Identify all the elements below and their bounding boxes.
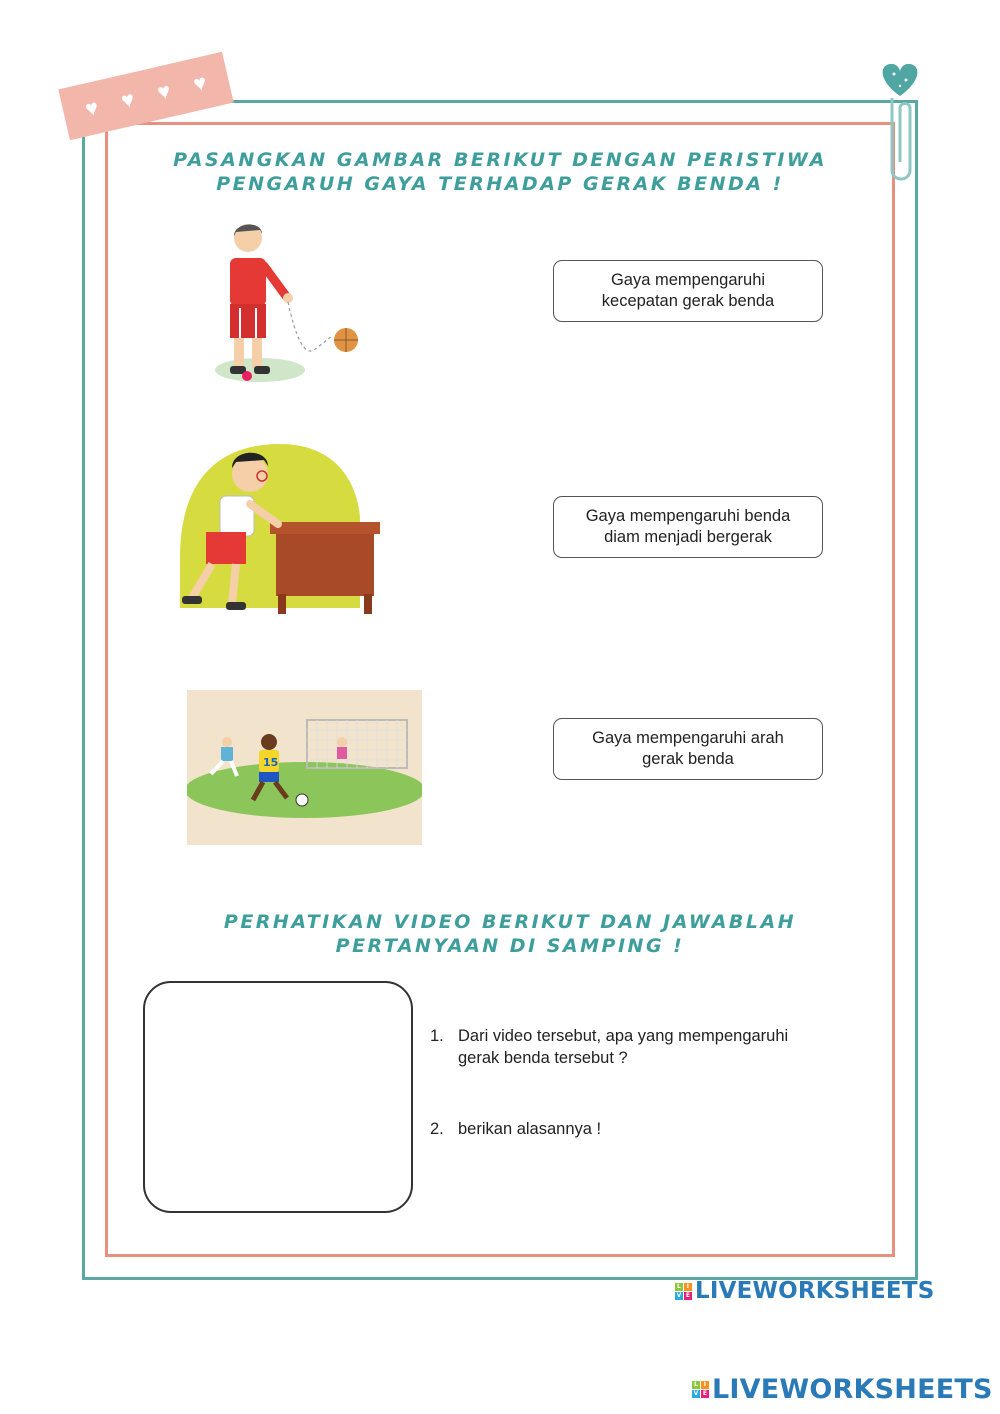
logo-text: LIVEWORKSHEETS <box>695 1278 935 1304</box>
heart-icon: ♥ <box>190 69 210 97</box>
boy-bouncing-ball-image <box>200 218 370 393</box>
football-match-image <box>187 690 422 845</box>
video-heading: PERHATIKAN VIDEO BERIKUT DAN JAWABLAH PERTANYAAN DI SAMPING ! <box>223 911 797 957</box>
question-text-line: berikan alasannya ! <box>458 1120 602 1138</box>
option-text-line: Gaya mempengaruhi benda <box>585 507 791 525</box>
option-box-still-to-moving[interactable] <box>553 496 823 558</box>
jersey-number: 15 <box>263 756 279 769</box>
option-text-line: Gaya mempengaruhi arah <box>592 729 784 747</box>
option-text-line: diam menjadi bergerak <box>604 528 772 546</box>
heart-icon: ♥ <box>118 86 138 114</box>
option-text-line: kecepatan gerak benda <box>601 292 775 310</box>
video-placeholder[interactable] <box>143 981 413 1213</box>
option-text-line: Gaya mempengaruhi <box>610 271 766 289</box>
question-number: 1. <box>430 1027 444 1045</box>
match-heading: PASANGKAN GAMBAR BERIKUT DENGAN PERISTIWA PENGARUH GAYA TERHADAP GERAK BENDA ! <box>173 149 827 195</box>
logo-text: LIVEWORKSHEETS <box>712 1374 993 1405</box>
question-number: 2. <box>430 1120 444 1138</box>
question-1 <box>430 1025 850 1069</box>
liveworksheets-logo <box>675 1278 934 1304</box>
heart-paperclip-icon <box>870 58 930 188</box>
question-text-line: Dari video tersebut, apa yang mempengaruhi <box>458 1027 789 1045</box>
option-box-speed[interactable] <box>553 260 823 322</box>
heart-icon: ♥ <box>154 77 174 106</box>
option-text-line: gerak benda <box>642 750 734 768</box>
question-text-line: gerak benda tersebut ? <box>458 1049 628 1067</box>
boy-pushing-table-image <box>170 438 395 618</box>
live-badge-icon: L I V E <box>693 1381 708 1397</box>
question-2 <box>430 1118 850 1140</box>
option-box-direction[interactable] <box>553 718 823 780</box>
heart-icon: ♥ <box>82 94 101 122</box>
live-badge-icon: L I V E <box>676 1282 691 1299</box>
liveworksheets-logo-footer <box>692 1374 993 1405</box>
